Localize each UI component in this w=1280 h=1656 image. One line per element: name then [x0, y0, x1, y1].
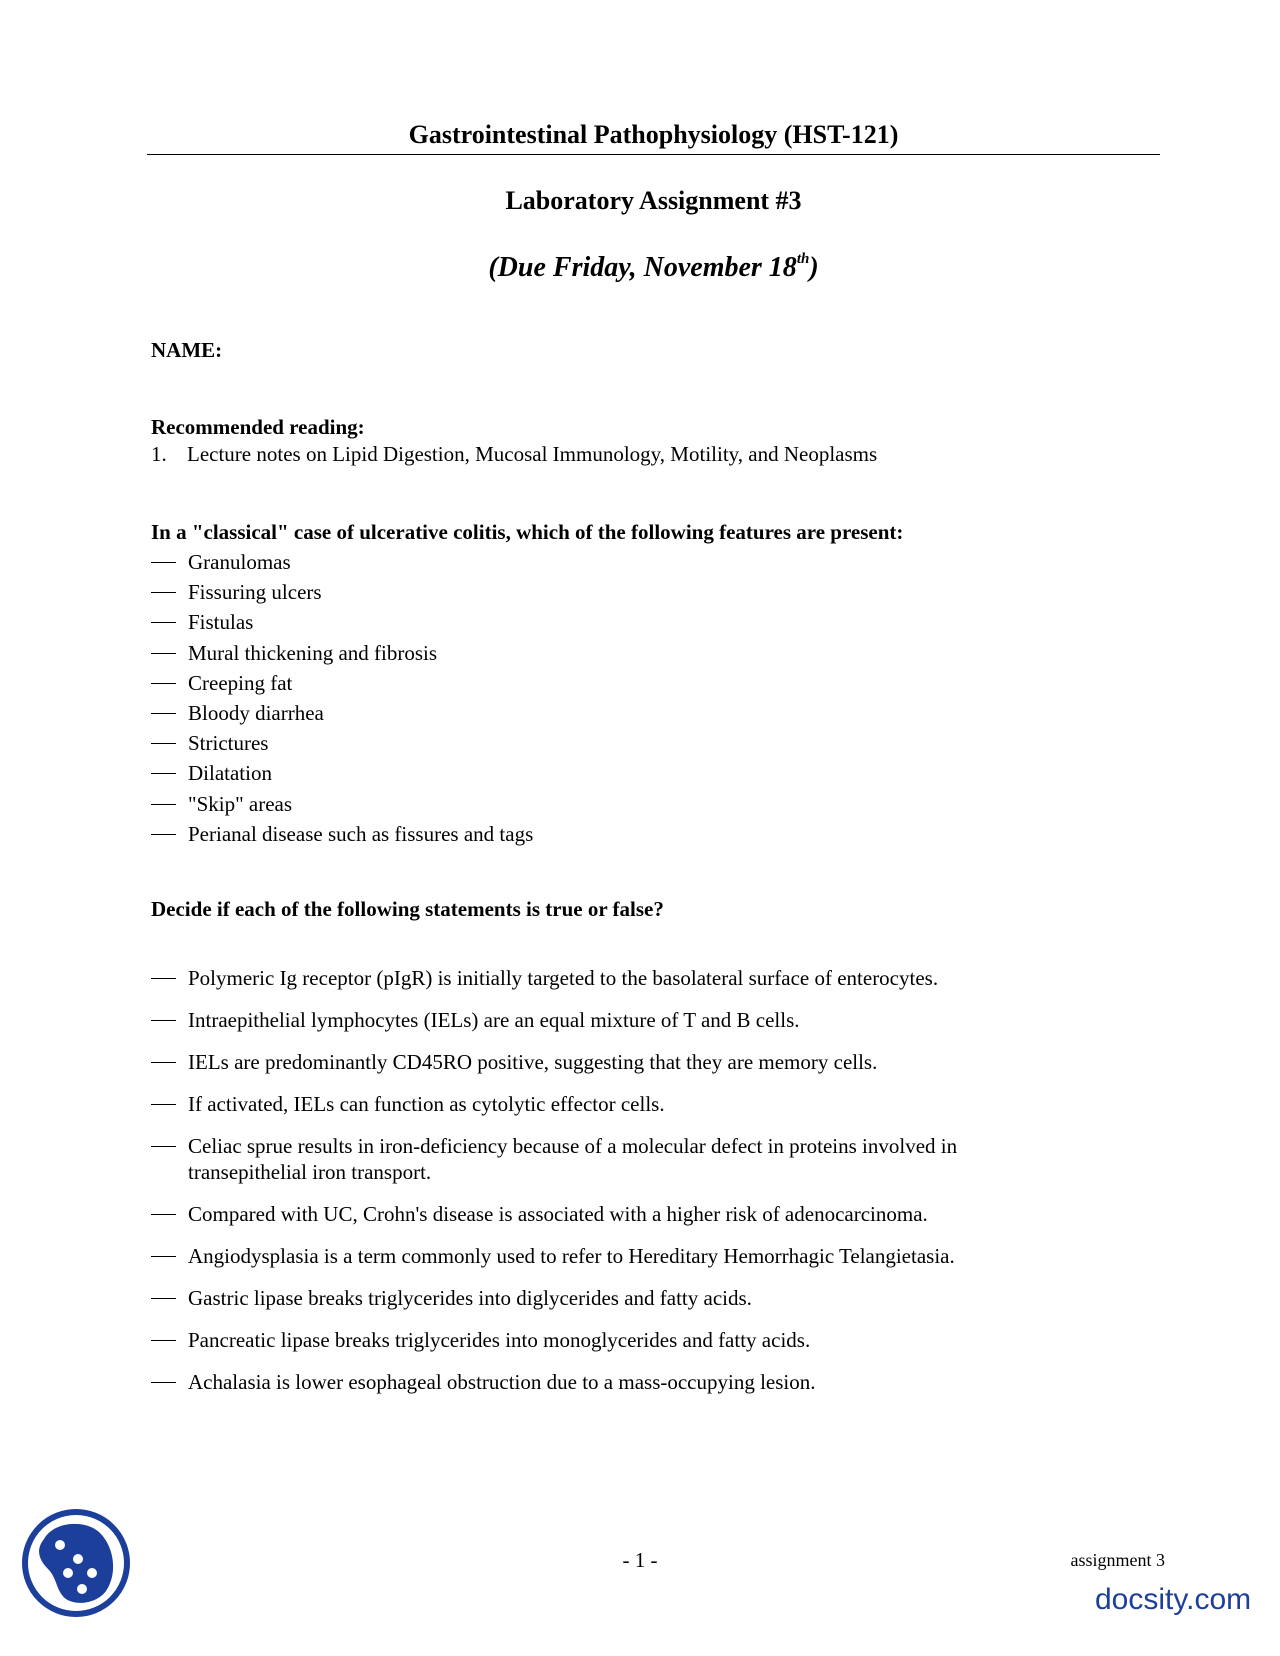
option-text: Granulomas: [188, 550, 291, 574]
answer-blank: [151, 1298, 176, 1299]
footer-label: assignment 3: [1070, 1550, 1165, 1570]
list-item: [151, 1091, 1051, 1117]
answer-blank: [151, 562, 176, 563]
option-text: Strictures: [188, 731, 269, 756]
statement-text: Pancreatic lipase breaks triglycerides into monoglycerides and fatty acids.: [188, 1328, 811, 1352]
answer-blank: [151, 1062, 176, 1063]
reading-item: [151, 441, 877, 467]
due-date-ordinal: th: [796, 251, 810, 267]
answer-blank: [151, 1340, 176, 1341]
list-item: [151, 791, 533, 821]
statement-text: Polymeric Ig receptor (pIgR) is initially targeted to the basolateral surface of enterocytes.: [188, 966, 939, 990]
name-label: NAME:: [151, 338, 223, 362]
list-item: [151, 670, 533, 700]
question-1-options: [151, 549, 533, 851]
statement-text: Intraepithelial lymphocytes (IELs) are an equal mixture of T and B cells.: [188, 1008, 800, 1032]
title-divider: [147, 154, 1160, 155]
reading-heading: Recommended reading:: [151, 415, 365, 439]
statement-text: IELs are predominantly CD45RO positive, suggesting that they are memory cells.: [188, 1050, 878, 1074]
due-date-text: (Due Friday, November 18: [488, 252, 797, 283]
option-text: Mural thickening and fibrosis: [188, 640, 438, 665]
answer-blank: [151, 1104, 176, 1105]
list-item: [151, 609, 533, 639]
statement-text: If activated, IELs can function as cytolytic effector cells.: [188, 1092, 665, 1116]
option-text: "Skip" areas: [188, 791, 293, 816]
list-item: [151, 1327, 1051, 1353]
question-1-heading: In a "classical" case of ulcerative colitis, which of the following features are present:: [151, 520, 904, 544]
option-text: Creeping fat: [188, 670, 293, 695]
reading-item-number: 1.: [151, 442, 167, 466]
due-date-close: ): [809, 252, 819, 283]
list-item: [151, 1007, 1051, 1033]
course-title: Gastrointestinal Pathophysiology (HST-121): [408, 120, 899, 149]
list-item: [151, 730, 533, 760]
statement-text: Achalasia is lower esophageal obstruction due to a mass-occupying lesion.: [188, 1370, 816, 1394]
reading-item-text: Lecture notes on Lipid Digestion, Mucosal Immunology, Motility, and Neoplasms: [187, 442, 878, 466]
option-text: Perianal disease such as fissures and tags: [188, 821, 534, 846]
list-item: [151, 1049, 1051, 1075]
list-item: [151, 700, 533, 730]
answer-blank: [151, 978, 176, 979]
list-item: [151, 1201, 1051, 1227]
question-2-statements: [151, 965, 1051, 1411]
answer-blank: [151, 683, 176, 684]
question-2-heading: Decide if each of the following statements is true or false?: [151, 897, 664, 921]
assignment-title: Laboratory Assignment #3: [505, 186, 802, 215]
option-text: Bloody diarrhea: [188, 700, 324, 725]
docsity-logo-icon[interactable]: [20, 1507, 132, 1619]
answer-blank: [151, 1020, 176, 1021]
option-text: Dilatation: [188, 761, 272, 786]
statement-text: Celiac sprue results in iron-deficiency because of a molecular defect in proteins involved in transepithelial iron transport.: [188, 1134, 958, 1184]
answer-blank: [151, 1256, 176, 1257]
option-text: Fissuring ulcers: [188, 580, 322, 605]
answer-blank: [151, 622, 176, 623]
docsity-brand-link[interactable]: docsity.com: [1095, 1583, 1252, 1616]
answer-blank: [151, 1146, 176, 1147]
answer-blank: [151, 713, 176, 714]
statement-text: Gastric lipase breaks triglycerides into diglycerides and fatty acids.: [188, 1286, 752, 1310]
list-item: [151, 1285, 1051, 1311]
list-item: [151, 965, 1051, 991]
list-item: [151, 821, 533, 851]
answer-blank: [151, 592, 176, 593]
statement-text: Compared with UC, Crohn's disease is associated with a higher risk of adenocarcinoma.: [188, 1202, 928, 1226]
list-item: [151, 640, 533, 670]
answer-blank: [151, 1382, 176, 1383]
answer-blank: [151, 1214, 176, 1215]
list-item: [151, 760, 533, 790]
option-text: Fistulas: [188, 610, 254, 635]
answer-blank: [151, 653, 176, 654]
answer-blank: [151, 743, 176, 744]
list-item: [151, 579, 533, 609]
answer-blank: [151, 804, 176, 805]
page-number: - 1 -: [622, 1548, 658, 1572]
list-item: [151, 1369, 1051, 1395]
statement-text: Angiodysplasia is a term commonly used to refer to Hereditary Hemorrhagic Telangietasia.: [188, 1244, 955, 1268]
list-item: [151, 1243, 1051, 1269]
due-date: [147, 251, 1160, 285]
list-item: [151, 549, 533, 579]
list-item: [151, 1133, 1051, 1185]
answer-blank: [151, 834, 176, 835]
answer-blank: [151, 773, 176, 774]
